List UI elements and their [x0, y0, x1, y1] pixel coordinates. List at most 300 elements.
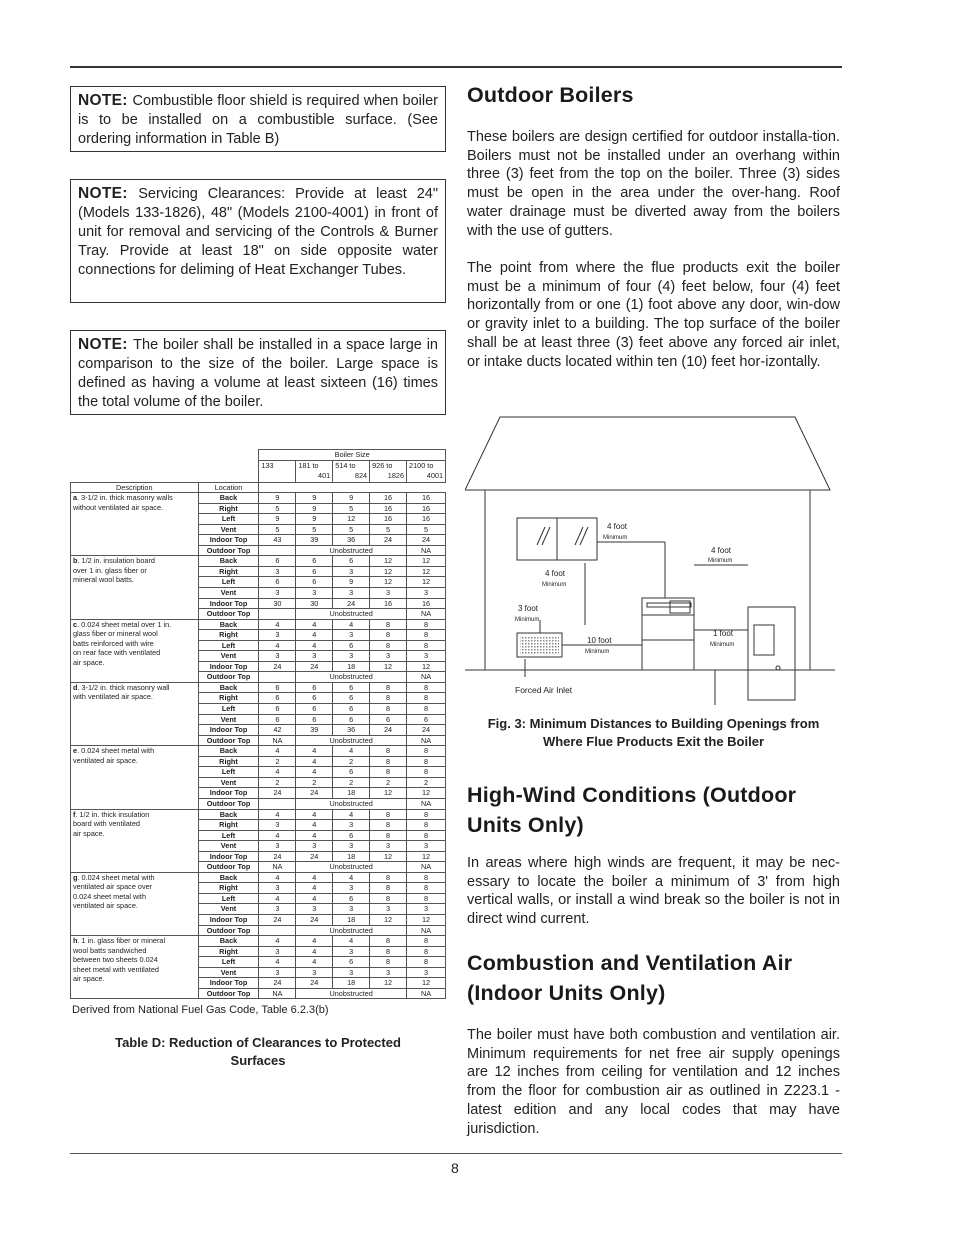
location-cell: Vent — [198, 841, 259, 852]
value-cell: 8 — [370, 883, 407, 894]
model-header-line2: 1826 — [387, 471, 405, 481]
clearance-description — [71, 556, 199, 619]
clearance-description — [71, 493, 199, 556]
value-cell: 3 — [259, 566, 296, 577]
value-cell: 5 — [333, 503, 370, 514]
value-cell: NA — [407, 545, 446, 556]
description-text: . 1/2 in. insulation board over 1 in. glass fiber or mineral wool batts. — [73, 556, 155, 585]
value-cell: 16 — [407, 514, 446, 525]
note-text: Servicing Clearances: Provide at least 24" (Models 133-1826), 48" (Models 2100-4001) in front of unit for removal and servicing of the Controls & Burner Tray. Provide at least 18" on side opposite water connections for deliming of Heat Exchanger Tubes. — [78, 186, 438, 278]
value-cell: 8 — [370, 893, 407, 904]
value-cell: 12 — [407, 788, 446, 799]
value-cell: 4 — [259, 893, 296, 904]
value-cell: 16 — [407, 493, 446, 504]
value-cell: 12 — [370, 914, 407, 925]
description-text: . 3-1/2 in. thick masonry wall with ventilated air space. — [73, 682, 170, 702]
value-cell: 4 — [259, 809, 296, 820]
value-cell: 12 — [407, 556, 446, 567]
value-cell: 12 — [370, 788, 407, 799]
location-cell: Left — [198, 704, 259, 715]
location-cell: Back — [198, 619, 259, 630]
table-row — [71, 746, 446, 757]
location-cell: Indoor Top — [198, 725, 259, 736]
location-cell: Right — [198, 946, 259, 957]
value-cell: NA — [259, 988, 296, 999]
value-cell: 24 — [296, 914, 333, 925]
value-cell: 4 — [296, 872, 333, 883]
description-text: . 0.024 sheet metal with ventilated air space over 0.024 sheet metal with ventilated air space. — [73, 872, 155, 911]
value-cell: 3 — [259, 630, 296, 641]
value-cell: 2 — [259, 777, 296, 788]
value-cell: 3 — [333, 883, 370, 894]
location-cell: Left — [198, 893, 259, 904]
location-cell: Vent — [198, 714, 259, 725]
value-cell: 3 — [333, 651, 370, 662]
value-cell: 9 — [259, 493, 296, 504]
value-cell: 8 — [407, 946, 446, 957]
value-cell: 4 — [296, 883, 333, 894]
value-cell: 3 — [296, 904, 333, 915]
value-cell: 3 — [333, 630, 370, 641]
label-1ft: 1 foot — [713, 629, 734, 638]
table-row — [71, 556, 446, 567]
value-cell: 36 — [333, 535, 370, 546]
value-cell: 2 — [370, 777, 407, 788]
location-cell: Left — [198, 767, 259, 778]
label-10ft: 10 foot — [587, 636, 612, 645]
value-cell: 8 — [407, 809, 446, 820]
value-cell: 16 — [370, 514, 407, 525]
value-cell: 3 — [259, 904, 296, 915]
model-header — [370, 460, 407, 482]
value-cell: 3 — [333, 904, 370, 915]
value-cell: 24 — [296, 851, 333, 862]
value-cell: 3 — [259, 820, 296, 831]
value-cell: 24 — [370, 535, 407, 546]
value-cell: 5 — [370, 524, 407, 535]
value-cell: 30 — [259, 598, 296, 609]
value-cell: 4 — [259, 619, 296, 630]
value-cell: 16 — [370, 493, 407, 504]
value-cell: 6 — [296, 693, 333, 704]
value-cell: 3 — [407, 651, 446, 662]
value-cell: 8 — [370, 830, 407, 841]
value-cell: 8 — [370, 872, 407, 883]
value-cell: 18 — [333, 851, 370, 862]
value-cell: 8 — [407, 893, 446, 904]
value-cell: 3 — [296, 967, 333, 978]
value-cell: NA — [407, 988, 446, 999]
location-cell: Vent — [198, 904, 259, 915]
value-cell: 18 — [333, 914, 370, 925]
value-cell: 3 — [333, 588, 370, 599]
value-cell: 5 — [259, 524, 296, 535]
value-cell: 8 — [407, 630, 446, 641]
value-cell: 8 — [370, 756, 407, 767]
value-cell: 3 — [296, 588, 333, 599]
value-cell: 36 — [333, 725, 370, 736]
label-4ft-a: 4 foot — [607, 522, 628, 531]
value-cell: 4 — [296, 746, 333, 757]
value-cell: 6 — [333, 556, 370, 567]
value-cell: 24 — [296, 788, 333, 799]
blank-cell — [333, 482, 370, 493]
value-cell: 4 — [296, 630, 333, 641]
value-cell: 12 — [370, 577, 407, 588]
combustion-para: The boiler must have both combustion and ventilation air. Minimum requirements for net free air supply openings are 12 inches from ceiling for ventilation and 12 inches from the floor for combustion air as outlined in Z223.1 - latest edition and any local codes that may have jurisdiction. — [467, 1027, 840, 1137]
table-row — [71, 872, 446, 883]
description-text: . 1/2 in. thick insulation board with ventilated air space. — [73, 809, 150, 838]
value-cell: 12 — [333, 514, 370, 525]
value-cell: 24 — [370, 725, 407, 736]
value-cell: 8 — [407, 704, 446, 715]
value-cell: NA — [259, 735, 296, 746]
value-cell: 8 — [370, 820, 407, 831]
value-cell: 6 — [333, 714, 370, 725]
value-cell: 6 — [333, 682, 370, 693]
value-cell: 6 — [333, 640, 370, 651]
model-header-line1: 133 — [261, 460, 274, 470]
value-cell: 3 — [370, 651, 407, 662]
door — [748, 607, 795, 700]
model-header — [259, 460, 296, 482]
figure-caption: Fig. 3: Minimum Distances to Building Openings from Where Flue Products Exit the Boiler — [487, 716, 820, 749]
value-cell — [259, 609, 296, 620]
outdoor-para-2: The point from where the flue products exit the boiler must be a minimum of four (4) feet below, four (4) feet horizontally from or one (1) foot above any door, win-dow or gravity inlet to a building. The top surface of the boiler shall be at least three (3) feet above any forced air inlet, or intake ducts located within ten (10) feet hor-izontally. — [467, 260, 840, 370]
value-cell: 8 — [407, 619, 446, 630]
blank-cell — [259, 482, 296, 493]
label-4ft-c: 4 foot — [545, 569, 566, 578]
location-cell: Indoor Top — [198, 851, 259, 862]
label-4ft-b: 4 foot — [711, 546, 732, 555]
value-cell: 6 — [296, 682, 333, 693]
clearance-description — [71, 809, 199, 872]
value-cell: 18 — [333, 978, 370, 989]
location-cell: Outdoor Top — [198, 798, 259, 809]
value-cell: 24 — [407, 725, 446, 736]
value-cell: 3 — [370, 967, 407, 978]
location-cell: Indoor Top — [198, 914, 259, 925]
value-cell: 8 — [407, 767, 446, 778]
value-cell: Unobstructed — [296, 735, 407, 746]
table-row — [71, 809, 446, 820]
value-cell: 6 — [407, 714, 446, 725]
value-cell: Unobstructed — [296, 925, 407, 936]
value-cell: 42 — [259, 725, 296, 736]
value-cell: 3 — [259, 841, 296, 852]
location-cell: Back — [198, 872, 259, 883]
value-cell: 9 — [296, 493, 333, 504]
value-cell: Unobstructed — [296, 545, 407, 556]
boiler — [642, 598, 694, 670]
value-cell: 4 — [259, 767, 296, 778]
value-cell: 4 — [296, 809, 333, 820]
table-row — [71, 936, 446, 947]
table-source-note: Derived from National Fuel Gas Code, Table 6.2.3(b) — [72, 1004, 329, 1016]
value-cell: 8 — [407, 957, 446, 968]
value-cell: 8 — [370, 809, 407, 820]
note-label: NOTE: — [78, 185, 139, 202]
value-cell: 4 — [259, 640, 296, 651]
header-row-size — [71, 450, 446, 461]
value-cell: 8 — [370, 957, 407, 968]
value-cell: 18 — [333, 788, 370, 799]
location-cell: Left — [198, 830, 259, 841]
value-cell: 12 — [407, 577, 446, 588]
label-min-c: Minimum — [542, 582, 567, 588]
value-cell: 4 — [296, 756, 333, 767]
location-cell: Indoor Top — [198, 535, 259, 546]
value-cell: 4 — [296, 946, 333, 957]
value-cell: 8 — [407, 820, 446, 831]
value-cell: Unobstructed — [296, 798, 407, 809]
location-cell: Outdoor Top — [198, 735, 259, 746]
location-cell: Right — [198, 883, 259, 894]
value-cell: 24 — [259, 851, 296, 862]
location-cell: Back — [198, 556, 259, 567]
description-letter: c — [73, 619, 78, 629]
window-right — [557, 518, 597, 560]
value-cell: 3 — [333, 967, 370, 978]
value-cell: 3 — [259, 588, 296, 599]
location-cell: Back — [198, 809, 259, 820]
value-cell: 24 — [259, 978, 296, 989]
value-cell: 6 — [259, 577, 296, 588]
value-cell: 4 — [333, 872, 370, 883]
description-text: . 0.024 sheet metal over 1 in. glass fiber or mineral wool batts reinforced with wire on rear face with ventilated air space. — [73, 619, 172, 667]
description-letter: b — [73, 556, 78, 566]
value-cell: 16 — [407, 503, 446, 514]
blank-cell — [296, 482, 333, 493]
value-cell: 8 — [407, 936, 446, 947]
description-text: . 1 in. glass fiber or mineral wool batts sandwiched between two sheets 0.024 sheet metal with ventilated air space. — [73, 936, 166, 984]
value-cell: 30 — [296, 598, 333, 609]
header-row-labels — [71, 482, 446, 493]
location-cell: Indoor Top — [198, 788, 259, 799]
value-cell: 3 — [259, 946, 296, 957]
blank-cell — [198, 460, 259, 482]
location-cell: Vent — [198, 777, 259, 788]
high-wind-heading: High-Wind Conditions (Outdoor Units Only) — [467, 783, 797, 837]
value-cell: 3 — [333, 841, 370, 852]
value-cell: 24 — [296, 978, 333, 989]
value-cell: 3 — [407, 967, 446, 978]
value-cell: 24 — [296, 661, 333, 672]
top-rule — [70, 66, 842, 68]
table-row — [71, 682, 446, 693]
value-cell: 12 — [370, 851, 407, 862]
location-cell: Back — [198, 493, 259, 504]
value-cell: 2 — [296, 777, 333, 788]
value-cell: 4 — [259, 957, 296, 968]
value-cell: 12 — [407, 851, 446, 862]
table-row — [71, 619, 446, 630]
value-cell: 24 — [259, 661, 296, 672]
header-row-models — [71, 460, 446, 482]
note-label: NOTE: — [78, 92, 133, 109]
value-cell: NA — [407, 798, 446, 809]
note-servicing-clearances — [70, 179, 446, 303]
description-letter: g — [73, 872, 78, 882]
location-cell: Left — [198, 957, 259, 968]
value-cell — [259, 925, 296, 936]
value-cell: 3 — [370, 904, 407, 915]
value-cell: 4 — [333, 619, 370, 630]
value-cell: 8 — [407, 830, 446, 841]
location-cell: Back — [198, 682, 259, 693]
value-cell: 3 — [296, 841, 333, 852]
value-cell: 43 — [259, 535, 296, 546]
location-cell: Right — [198, 756, 259, 767]
value-cell — [259, 672, 296, 683]
value-cell: 8 — [370, 704, 407, 715]
label-min-f: Minimum — [710, 642, 735, 648]
note-text: Combustible floor shield is required when boiler is to be installed on a combustible surface. (See ordering information in Table B) — [78, 93, 439, 147]
value-cell: 39 — [296, 725, 333, 736]
location-cell: Right — [198, 503, 259, 514]
label-min-d: Minimum — [515, 617, 540, 623]
model-header-line1: 514 to — [335, 460, 356, 470]
combustion-heading: Combustion and Ventilation Air (Indoor Units Only) — [467, 951, 793, 1005]
value-cell: 16 — [370, 503, 407, 514]
description-text: . 0.024 sheet metal with ventilated air space. — [73, 746, 155, 765]
value-cell: 39 — [296, 535, 333, 546]
value-cell: 4 — [333, 809, 370, 820]
value-cell: 4 — [259, 936, 296, 947]
value-cell: 6 — [259, 682, 296, 693]
table-caption: Table D: Reduction of Clearances to Protected Surfaces — [115, 1035, 401, 1068]
model-header — [333, 460, 370, 482]
outdoor-para-1: These boilers are design certified for outdoor installa-tion. Boilers must not be installed under an overhang within three (3) feet from the top on the boiler. Three (3) sides must be open in the area under the over-hang. Roof water drainage must be diverted away from the boilers with the use of gutters. — [467, 129, 840, 239]
location-cell: Indoor Top — [198, 978, 259, 989]
page-number: 8 — [451, 1160, 459, 1176]
value-cell: 3 — [333, 820, 370, 831]
note-text: The boiler shall be installed in a space large in comparison to the size of the boiler. Large space is defined as having a volume at least sixteen (16) times the total volume of the boiler. — [78, 337, 438, 410]
note-floor-shield — [70, 86, 446, 152]
value-cell: 8 — [407, 693, 446, 704]
value-cell: 4 — [259, 746, 296, 757]
location-cell: Outdoor Top — [198, 862, 259, 873]
label-3ft: 3 foot — [518, 604, 539, 613]
value-cell: 9 — [296, 503, 333, 514]
value-cell: 4 — [296, 640, 333, 651]
value-cell: 3 — [333, 946, 370, 957]
value-cell: 4 — [296, 893, 333, 904]
note-large-space — [70, 330, 446, 415]
value-cell: 3 — [407, 841, 446, 852]
note-label: NOTE: — [78, 336, 134, 353]
model-header — [296, 460, 333, 482]
blank-cell — [71, 460, 199, 482]
table-row — [71, 493, 446, 504]
value-cell: NA — [407, 609, 446, 620]
location-cell: Vent — [198, 588, 259, 599]
value-cell — [259, 798, 296, 809]
value-cell: NA — [407, 735, 446, 746]
location-cell: Outdoor Top — [198, 545, 259, 556]
label-min-a: Minimum — [603, 535, 628, 541]
value-cell: 8 — [370, 630, 407, 641]
value-cell: 8 — [407, 883, 446, 894]
description-text: . 3-1/2 in. thick masonry walls without ventilated air space. — [73, 493, 173, 512]
value-cell: 6 — [333, 893, 370, 904]
value-cell: NA — [407, 925, 446, 936]
value-cell: 4 — [296, 820, 333, 831]
value-cell: 9 — [259, 514, 296, 525]
value-cell: 24 — [407, 535, 446, 546]
location-cell: Back — [198, 746, 259, 757]
value-cell: 5 — [259, 503, 296, 514]
value-cell: 12 — [407, 661, 446, 672]
description-letter: h — [73, 936, 78, 946]
model-header-line2: 824 — [354, 471, 368, 481]
value-cell: 2 — [259, 756, 296, 767]
value-cell: 12 — [370, 566, 407, 577]
value-cell: 6 — [296, 556, 333, 567]
value-cell: 3 — [259, 883, 296, 894]
value-cell: 5 — [407, 524, 446, 535]
label-min-b: Minimum — [708, 558, 733, 564]
location-cell: Right — [198, 566, 259, 577]
value-cell: NA — [259, 862, 296, 873]
location-cell: Vent — [198, 651, 259, 662]
label-forced-air: Forced Air Inlet — [515, 685, 573, 695]
value-cell: 12 — [370, 556, 407, 567]
value-cell: 3 — [370, 588, 407, 599]
value-cell: 6 — [296, 577, 333, 588]
value-cell: 18 — [333, 661, 370, 672]
blank-cell — [370, 482, 407, 493]
model-header-line2: 401 — [318, 471, 331, 481]
clearance-description — [71, 746, 199, 809]
value-cell: 2 — [407, 777, 446, 788]
value-cell: 3 — [259, 651, 296, 662]
window-left — [517, 518, 557, 560]
value-cell: 8 — [370, 946, 407, 957]
value-cell: Unobstructed — [296, 609, 407, 620]
value-cell: 6 — [333, 704, 370, 715]
value-cell: 6 — [296, 704, 333, 715]
value-cell: 12 — [407, 978, 446, 989]
blank-cell — [71, 450, 199, 461]
value-cell: 6 — [259, 693, 296, 704]
value-cell: 9 — [333, 577, 370, 588]
value-cell: 16 — [370, 598, 407, 609]
outdoor-boilers-heading: Outdoor Boilers — [467, 83, 634, 107]
value-cell: 8 — [407, 682, 446, 693]
value-cell: 8 — [407, 872, 446, 883]
value-cell: 9 — [333, 493, 370, 504]
value-cell: 8 — [370, 693, 407, 704]
description-letter: a — [73, 493, 78, 503]
value-cell: 12 — [370, 978, 407, 989]
blank-cell — [198, 450, 259, 461]
model-header-line1: 2100 to — [409, 460, 434, 470]
value-cell: 8 — [370, 746, 407, 757]
location-cell: Right — [198, 630, 259, 641]
value-cell: 3 — [370, 841, 407, 852]
value-cell: 3 — [333, 566, 370, 577]
location-cell: Left — [198, 577, 259, 588]
value-cell: 24 — [333, 598, 370, 609]
location-cell: Vent — [198, 967, 259, 978]
value-cell: 4 — [296, 936, 333, 947]
value-cell: NA — [407, 862, 446, 873]
value-cell: 3 — [407, 588, 446, 599]
description-letter: d — [73, 682, 78, 692]
value-cell: 3 — [296, 651, 333, 662]
clearance-description — [71, 872, 199, 935]
